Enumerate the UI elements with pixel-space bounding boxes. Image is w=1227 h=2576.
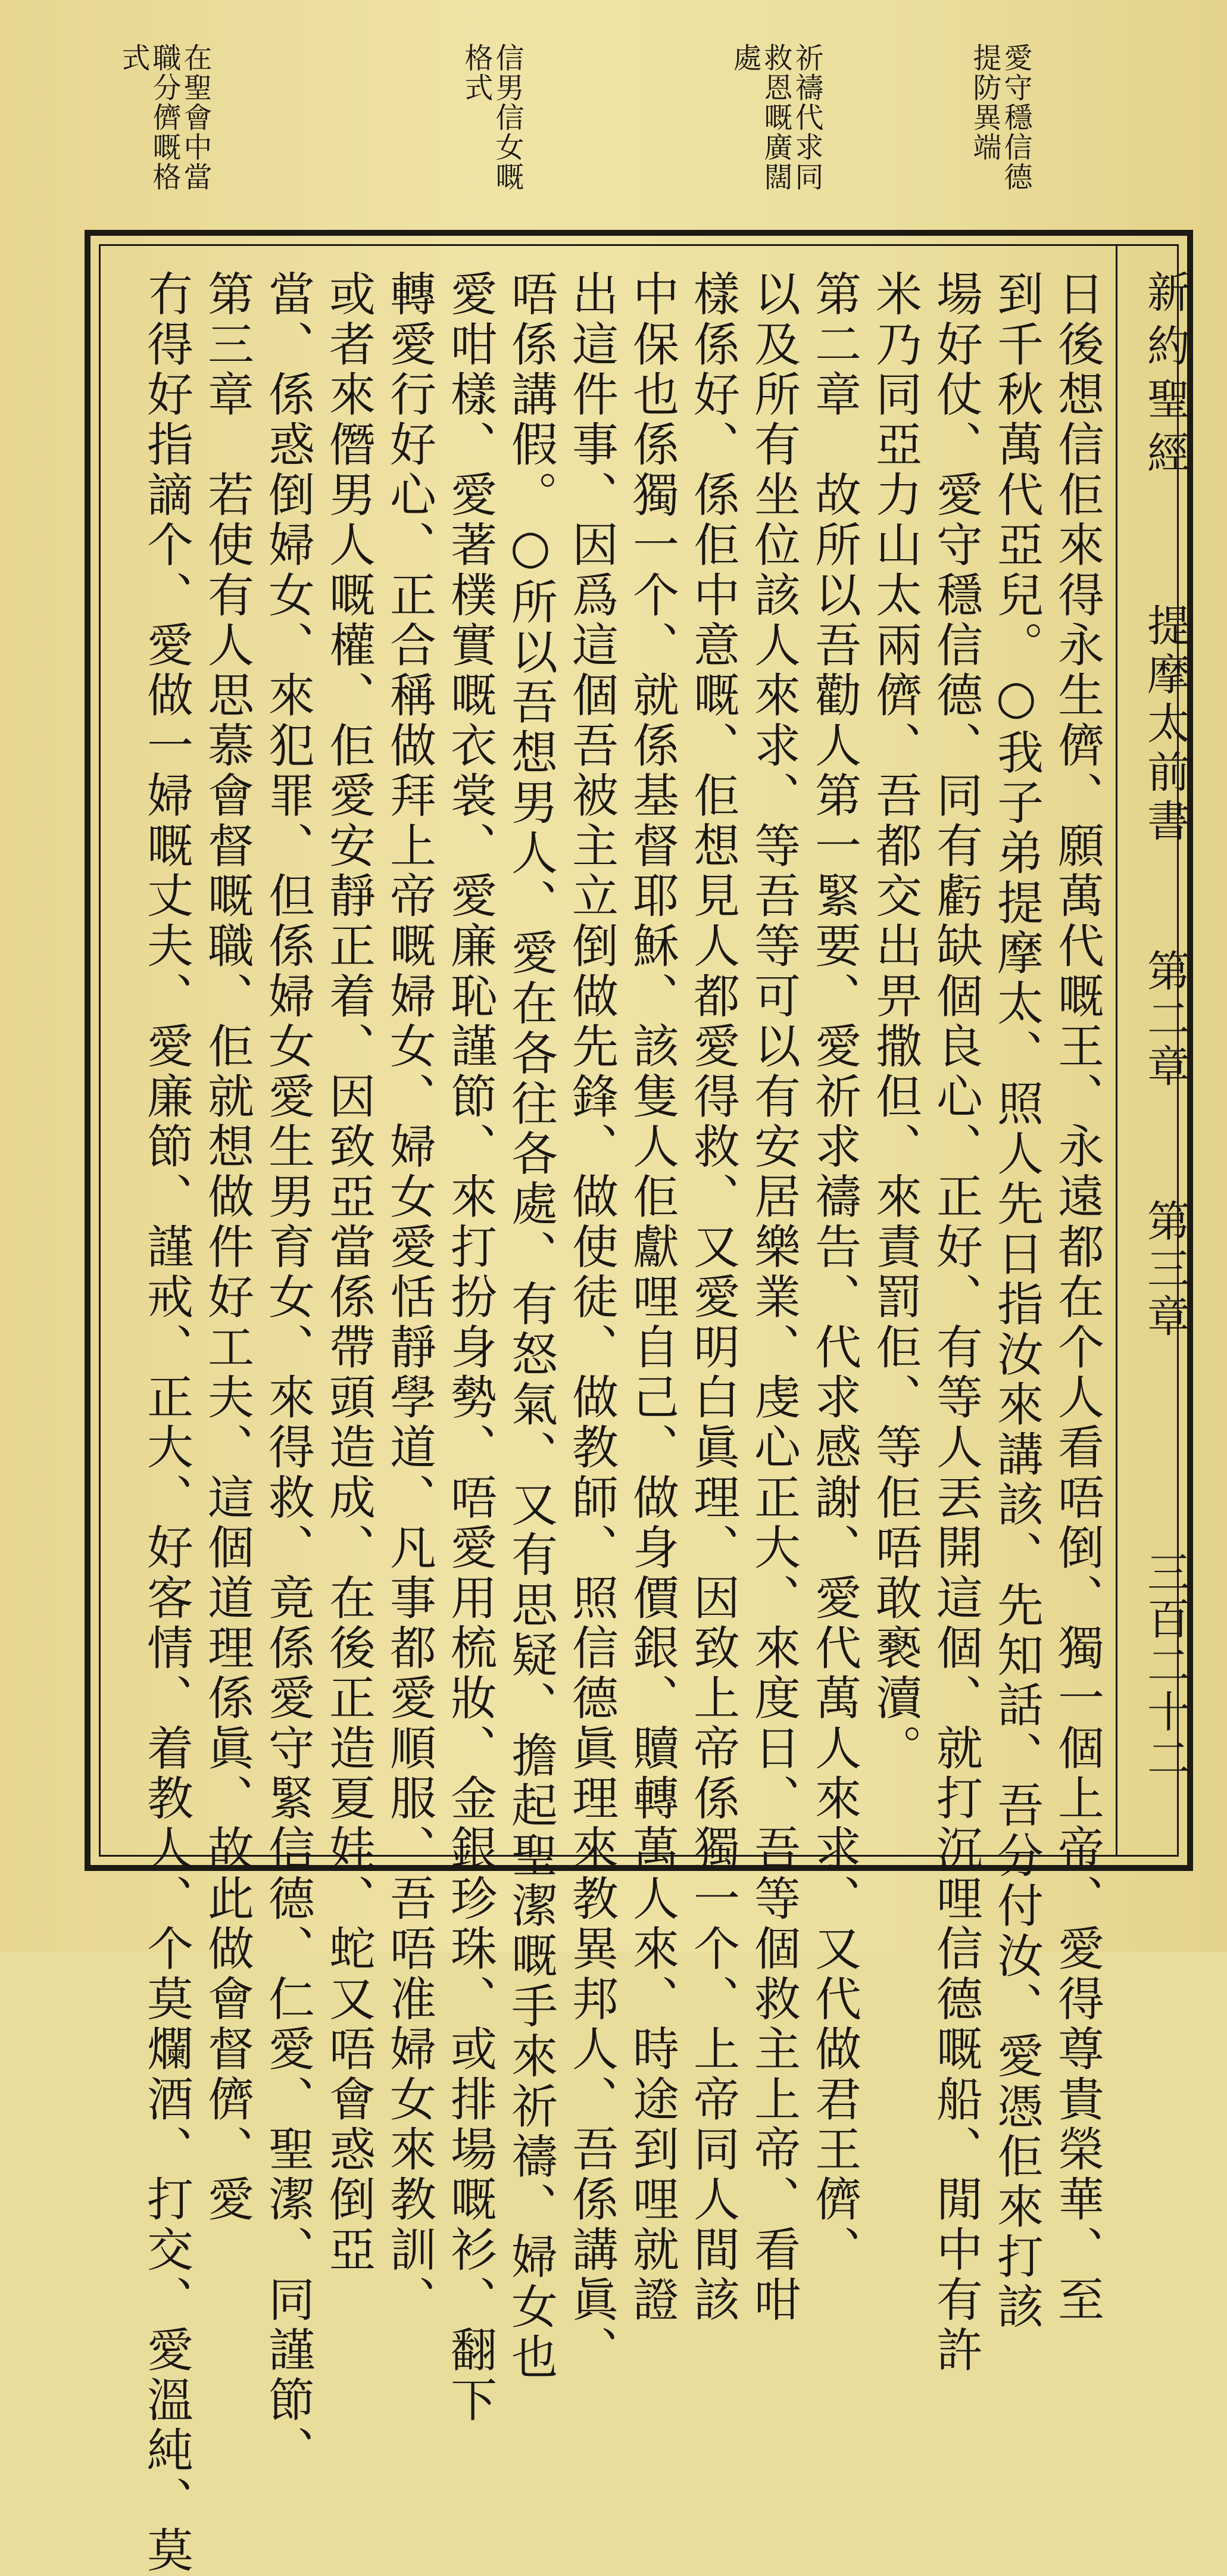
margin-note-line: 在聖會中當 (179, 43, 212, 192)
margin-note-1 (969, 43, 1031, 192)
margin-note-line: 救恩嘅廣闊 (759, 43, 792, 192)
margin-note-3 (461, 43, 523, 192)
page-number: 三百二十二 (1140, 1550, 1190, 1782)
book-name: 提摩太前書 (1140, 603, 1190, 847)
body-text (136, 270, 1107, 2576)
inner-border (99, 244, 1190, 2576)
margin-note-2 (729, 43, 822, 192)
text-column: 到千秋萬代亞兒。○我子弟提摩太、照人先日指汝來講該、先知話、吾分付汝、愛憑佢來打該 (989, 270, 1043, 2333)
text-column: 轉愛行好心、正合稱做拜上帝嘅婦女、婦女愛恬靜學道、凡事都愛順服、吾唔准婦女來教訓、 (382, 270, 436, 2326)
margin-note-4 (118, 43, 211, 192)
text-column: 出這件事、因爲這個吾被主立倒做先鋒、做使徒、做教師、照信德眞理來教異邦人、吾係講眞、 (564, 270, 618, 2376)
margin-note-line: 信男信女嘅 (491, 43, 524, 192)
chapter-label-2: 第三章 (1140, 1199, 1190, 1342)
margin-note-line: 職分儕嘅格 (148, 43, 181, 192)
text-column: 第三章 若使有人思慕會督嘅職、佢就想做件好工夫、這個道理係眞、故此做會督儕、愛 (200, 270, 254, 2225)
header-divider (1116, 246, 1117, 1855)
margin-note-line: 愛守穩信德 (999, 43, 1032, 192)
text-column: 當、係惑倒婦女、來犯罪、但係婦女愛生男育女、來得救、竟係愛守緊信德、仁愛、聖潔、同謹節、 (261, 270, 314, 2476)
text-column: 中保也係獨一个、就係基督耶穌、該隻人佢獻哩自己、做身價銀、贖轉萬人來、時途到哩就證 (625, 270, 679, 2326)
text-column: 第二章 故所以吾勸人第一緊要、愛祈求禱告、代求感謝、愛代萬人來求、又代做君王儕、 (807, 270, 861, 2275)
margin-note-line: 格式 (460, 43, 493, 102)
margin-note-line: 祈禱代求同 (790, 43, 823, 192)
margin-note-line: 式 (117, 43, 150, 73)
text-column: 樣係好、係佢中意嘅、佢想見人都愛得救、又愛明白眞理、因致上帝係獨一个、上帝同人間該 (686, 270, 739, 2326)
text-frame (85, 230, 1193, 2576)
text-column: 或者來僭男人嘅權、佢愛安靜正着、因致亞當係帶頭造成、在後正造夏娃、蛇又唔會惑倒亞 (321, 270, 375, 2275)
text-column: 愛咁樣、愛著樸實嘅衣裳、愛廉恥謹節、來打扮身勢、唔愛用梳妝、金銀珍珠、或排場嘅衫、翻下 (443, 270, 497, 2426)
running-header (1120, 270, 1191, 1842)
text-column: 米乃同亞力山太兩儕、吾都交出畀撒但、來責罰佢、等佢唔敢褻瀆。 (868, 270, 922, 1774)
text-column: 冇得好指謫个、愛做一婦嘅丈夫、愛廉節、謹戒、正大、好客情、着教人、个莫爛酒、打交、愛溫純、莫 (139, 270, 193, 2576)
margin-note-line: 處 (728, 43, 761, 73)
book-series-title: 新約聖經 (1140, 270, 1190, 484)
chapter-label-1: 第二章 (1140, 949, 1190, 1091)
margin-note-line: 提防異端 (968, 43, 1001, 162)
text-column: 唔係講假。○所以吾想男人、愛在各往各處、有怒氣、又有思疑、擔起聖潔嘅手來祈禱、婦女也 (504, 270, 557, 2383)
text-column: 場好仗、愛守穩信德、同有虧缺個良心、正好、有等人丟開這個、就打沉哩信德嘅船、閒中有許 (929, 270, 982, 2376)
text-column: 日後想信佢來得永生儕、願萬代嘅王、永遠都在个人看唔倒、獨一個上帝、愛得尊貴榮華、至 (1050, 270, 1104, 2326)
text-column: 以及所有坐位該人來求、等吾等可以有安居樂業、虔心正大、來度日、吾等個救主上帝、看咁 (747, 270, 800, 2326)
